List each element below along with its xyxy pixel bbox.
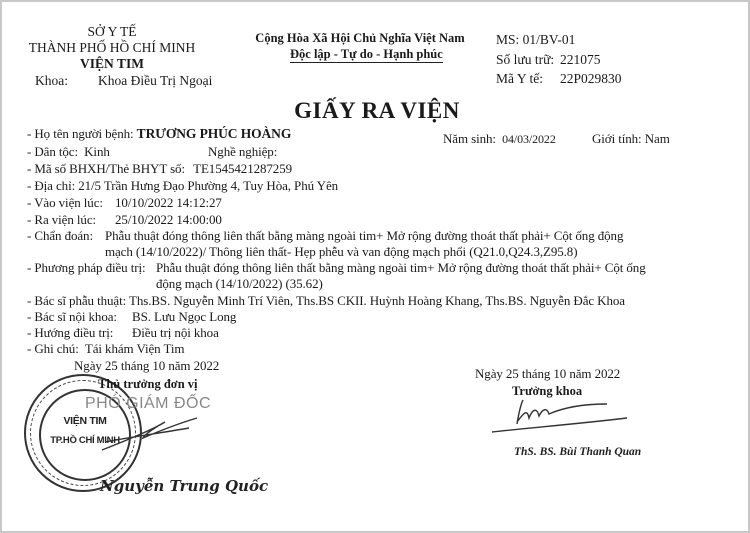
national-motto: Độc lập - Tự do - Hạnh phúc: [290, 47, 443, 61]
internist-value: BS. Lưu Ngọc Long: [132, 309, 237, 324]
medical-id-label: Mã Y tế:: [496, 71, 543, 86]
surgeons-row: [27, 293, 625, 309]
address-value: 21/5 Trần Hưng Đạo Phường 4, Tuy Hòa, Phú Yên: [78, 178, 339, 193]
stamp-line-1: VIỆN TIM: [63, 415, 107, 427]
medical-id-value: 22P029830: [560, 71, 622, 86]
archive-label: Số lưu trữ:: [496, 52, 555, 67]
right-signature-scribble: [487, 394, 637, 439]
ethnicity-label: - Dân tộc:: [27, 144, 78, 159]
left-signature-scribble: [97, 412, 207, 457]
address-row: [27, 178, 338, 194]
diagnosis-line-2: mạch (14/10/2022)/ Thông liên thất- Hẹp phễu và van động mạch phổi (Q21.0,Q24.3,Z95.8): [105, 244, 578, 259]
gender-label: Giới tính:: [592, 131, 642, 146]
address-label: - Địa chỉ:: [27, 178, 76, 193]
treatment-method-line-2: động mạch (14/10/2022) (35.62): [156, 276, 323, 291]
gender-value: Nam: [644, 131, 670, 146]
patient-name-label: - Họ tên người bệnh:: [27, 126, 134, 141]
stamp-line-2: TP.HỒ CHÍ MINH: [50, 435, 120, 446]
form-code: MS: 01/BV-01: [496, 32, 576, 47]
ethnicity-value: Kinh: [84, 144, 110, 159]
department-value: Khoa Điều Trị Ngoại: [98, 73, 213, 88]
note-row: [27, 341, 184, 357]
left-signature-date: Ngày 25 tháng 10 năm 2022: [74, 358, 220, 373]
admitted-value: 10/10/2022 14:12:27: [115, 195, 222, 210]
occupation-label: Nghề nghiệp:: [208, 144, 278, 159]
birth-date: [443, 131, 556, 147]
department-label: Khoa:: [35, 73, 68, 88]
ministry-name: SỞ Y TẾ: [87, 24, 137, 39]
institution-name: VIỆN TIM: [80, 56, 144, 71]
right-signature-role: Trưởng khoa: [512, 384, 583, 398]
patient-name-value: TRƯƠNG PHÚC HOÀNG: [136, 126, 292, 141]
admitted-label: - Vào viện lúc:: [27, 195, 103, 210]
surgeons-label: - Bác sĩ phẫu thuật:: [27, 293, 127, 308]
diagnosis-label: - Chẩn đoán:: [27, 228, 93, 243]
document-title: GIẤY RA VIỆN: [294, 98, 460, 123]
patient-name-row: [27, 126, 291, 142]
republic-title: Cộng Hòa Xã Hội Chủ Nghĩa Việt Nam: [255, 31, 465, 45]
deputy-director-overprint: PHÓ GIÁM ĐỐC: [85, 395, 212, 412]
internist-label: - Bác sĩ nội khoa:: [27, 309, 117, 324]
left-signer-name: Nguyễn Trung Quốc: [100, 477, 269, 495]
discharged-label: - Ra viện lúc:: [27, 212, 96, 227]
diagnosis-line-1: Phẫu thuật đóng thông liên thất bằng màng ngoài tim+ Mở rộng đường thoát thất phải+ Cột ống động: [105, 228, 624, 243]
discharged-value: 25/10/2022 14:00:00: [115, 212, 222, 227]
gender: [592, 131, 670, 147]
insurance-value: TE1545421287259: [193, 161, 292, 176]
insurance-label: - Mã số BHXH/Thẻ BHYT số:: [27, 161, 185, 176]
city-name: THÀNH PHỐ HỒ CHÍ MINH: [28, 40, 196, 55]
birth-value: 04/03/2022: [502, 132, 556, 146]
treatment-method-line-1: Phẫu thuật đóng thông liên thất bằng màng ngoài tim+ Mở rộng đường thoát thất phải+ Cột ống: [156, 260, 646, 275]
right-signer-name: ThS. BS. Bùi Thanh Quan: [514, 446, 642, 458]
treatment-method-label: - Phương pháp điều trị:: [27, 260, 146, 275]
occupation-row: [208, 144, 277, 160]
insurance-row: [27, 161, 292, 177]
treatment-direction-value: Điều trị nội khoa: [132, 325, 219, 340]
note-value: Tái khám Viện Tim: [84, 341, 185, 356]
right-signature-date: Ngày 25 tháng 10 năm 2022: [475, 366, 621, 381]
archive-number: 221075: [560, 52, 601, 67]
ethnicity-row: [27, 144, 110, 160]
surgeons-value: Ths.BS. Nguyễn Minh Trí Viên, Ths.BS CKII. Huỳnh Hoàng Khang, Ths.BS. Nguyễn Đắc Khoa: [129, 293, 625, 308]
note-label: - Ghi chú:: [27, 341, 79, 356]
birth-label: Năm sinh:: [443, 131, 496, 146]
left-signature-role: Thủ trưởng đơn vị: [98, 377, 198, 391]
treatment-direction-label: - Hướng điều trị:: [27, 325, 114, 340]
